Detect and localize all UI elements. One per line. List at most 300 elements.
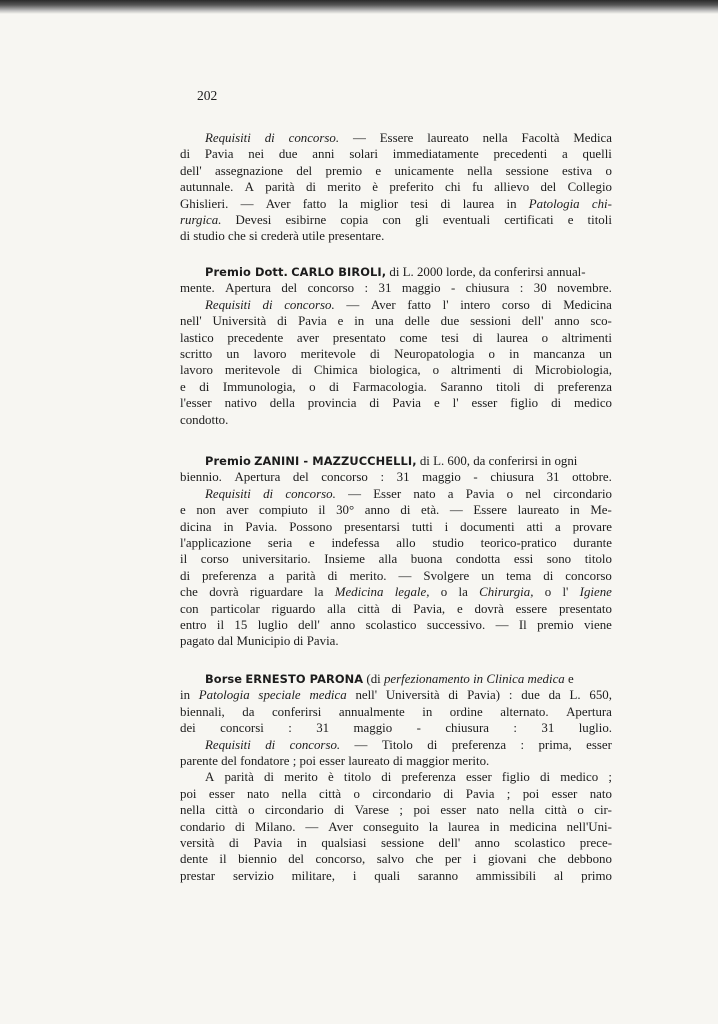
word: o [432, 363, 440, 378]
word: universitario. [242, 552, 311, 567]
word: del [292, 470, 309, 485]
word: conseguito [363, 819, 419, 834]
heading-prefix: Premio [205, 454, 251, 468]
word: assegnazione [215, 163, 284, 178]
word: da [548, 688, 561, 703]
word: giovani [487, 852, 527, 867]
word: in [223, 519, 234, 534]
word: dell' [180, 163, 202, 178]
word: l' [452, 396, 459, 411]
word: in [506, 196, 517, 211]
word: allo [396, 535, 416, 550]
word: Pavia, [413, 601, 446, 616]
word: laurea [448, 819, 480, 834]
word: cir- [594, 803, 612, 818]
text-line [180, 486, 612, 502]
word: o [605, 163, 612, 178]
word: di [534, 379, 545, 394]
word: 31 [396, 470, 410, 485]
word: di [180, 568, 191, 583]
word: luglio. [578, 721, 612, 736]
word: Devesi [235, 212, 272, 227]
text-line [180, 280, 612, 296]
heading-rest: e [564, 672, 574, 686]
word: gli [415, 212, 429, 227]
word: e [456, 601, 463, 616]
word: di [440, 196, 451, 211]
text-line [180, 502, 612, 518]
word: Farmacologia. [352, 379, 427, 394]
word: circondario [372, 786, 432, 801]
word: condotta [455, 552, 501, 567]
word: è [372, 180, 378, 195]
text-line [180, 617, 612, 633]
word: in [354, 314, 365, 329]
word: durante [573, 535, 612, 550]
word: alla [327, 601, 346, 616]
word: dell' [298, 617, 320, 632]
word: sono [546, 552, 572, 567]
word: essi [513, 552, 534, 567]
text-line [180, 535, 612, 551]
word: laureato [517, 503, 560, 518]
word: Pavia [392, 396, 422, 411]
word: città [357, 601, 380, 616]
text-line [180, 412, 612, 428]
heading-italic: perfezionamento in Clinica medica [383, 672, 565, 686]
line-fragment: condotto. [180, 412, 229, 427]
word: intero [460, 297, 491, 312]
word: due [440, 314, 460, 329]
word: scolastico [514, 835, 566, 850]
word: alla [378, 552, 398, 567]
word: : [508, 688, 513, 703]
word: anno [474, 835, 500, 850]
heading-name: CARLO BIROLI, [291, 265, 387, 279]
section-heading [180, 264, 612, 280]
text-line [180, 362, 612, 378]
word: dovrà [474, 601, 504, 616]
word: due [521, 688, 540, 703]
text-line [180, 769, 612, 785]
word: sessione [381, 835, 424, 850]
word: dell' [521, 314, 544, 329]
word: precedente [227, 330, 284, 345]
word: studio [432, 535, 464, 550]
word: Università [385, 688, 440, 703]
text-line [180, 196, 612, 212]
text-line [180, 346, 612, 362]
text-line [180, 551, 612, 567]
word: versità [180, 835, 215, 850]
word: presentato [332, 330, 386, 345]
word: e [433, 396, 440, 411]
word: tesi [441, 330, 459, 345]
word: nella [467, 163, 493, 178]
word: di [551, 396, 562, 411]
word: sessioni [470, 314, 511, 329]
word: nell' [355, 688, 378, 703]
word: anno [554, 314, 580, 329]
word: concorso. [288, 131, 340, 145]
text-line [180, 601, 612, 617]
word: di [305, 180, 316, 195]
word: allievo [494, 180, 530, 195]
word: riguardo [271, 601, 316, 616]
word: titolo [584, 552, 612, 567]
word: di [263, 486, 274, 501]
word: ottobre. [572, 470, 612, 485]
word: tesi [410, 196, 429, 211]
word: con [180, 601, 199, 616]
word: prima, [538, 737, 572, 752]
word: precedenti [493, 147, 548, 162]
word: di [180, 147, 191, 162]
word: Saranno [440, 379, 483, 394]
word: 31 [316, 721, 330, 736]
section-requisiti-previous [180, 130, 612, 245]
text-line [180, 163, 612, 179]
word: — [305, 819, 319, 834]
heading-prefix: Premio Dott. [205, 265, 288, 279]
word: nella [509, 803, 535, 818]
text-line [180, 786, 612, 802]
word: o [544, 585, 552, 600]
word: : [364, 281, 369, 296]
word: corso [200, 552, 229, 567]
word: Titolo [381, 737, 413, 752]
word: particolar [210, 601, 260, 616]
word: medico [560, 770, 599, 785]
word: Esser [373, 486, 402, 501]
word: circondario [553, 486, 612, 501]
text-line [180, 868, 612, 884]
word: Requisiti [205, 737, 251, 752]
word: lastico [180, 330, 214, 345]
word: lavoro [180, 363, 213, 378]
word: rurgica. [180, 212, 222, 227]
word: premio [537, 617, 574, 632]
word: preferenza [557, 379, 612, 394]
word: scritto [180, 346, 213, 361]
word: A [244, 180, 254, 195]
word: Collegio [567, 180, 612, 195]
word: e [337, 314, 344, 329]
word: di [391, 601, 402, 616]
word: nato [589, 786, 612, 801]
word: o [248, 803, 255, 818]
word: : [519, 281, 524, 296]
word: di [541, 297, 552, 312]
word: speciale [258, 688, 301, 703]
word: maggio [422, 470, 461, 485]
word: preferenza [202, 568, 257, 583]
text-line [180, 753, 612, 769]
word: riguardare [249, 585, 303, 600]
word: del [281, 281, 298, 296]
word: e [308, 535, 315, 550]
word: Pavia) [467, 688, 501, 703]
word: di [543, 568, 554, 583]
word: città [544, 803, 567, 818]
word: Apertura [566, 704, 612, 719]
word: circondario [265, 803, 324, 818]
word: una [375, 314, 394, 329]
word: esser [551, 786, 578, 801]
word: Pavia [465, 486, 495, 501]
heading-text [205, 453, 577, 469]
word: i [444, 519, 449, 534]
word: biennio. [180, 470, 222, 485]
word: di [291, 363, 302, 378]
word: i [352, 868, 357, 883]
word: chiusura [445, 721, 489, 736]
heading-open: (di [363, 672, 384, 686]
word: che [538, 852, 557, 867]
word: nella [180, 803, 206, 818]
word: biologica, [369, 363, 421, 378]
word: presentarsi [344, 519, 400, 534]
word: ; [399, 803, 404, 818]
line-fragment: parente del fondatore ; poi esser laureato di maggior merito. [180, 753, 490, 768]
word: in [489, 819, 500, 834]
word: altrimenti [450, 363, 502, 378]
word: Aver [370, 297, 396, 312]
word: 30 [533, 281, 547, 296]
word: nell'Uni- [566, 819, 612, 834]
word: Patologia [198, 688, 250, 703]
word: in [180, 688, 191, 703]
word: a [561, 147, 568, 162]
word: unicamente [394, 163, 454, 178]
text-line [180, 330, 612, 346]
word: di [264, 131, 275, 145]
word: 31 [541, 721, 555, 736]
word: tema [506, 568, 532, 583]
word: Requisiti [205, 131, 251, 145]
word: Il [518, 617, 527, 632]
word: ; [608, 770, 612, 785]
word: Pavia [204, 147, 234, 162]
word: annualmente [338, 704, 405, 719]
word: corso [501, 297, 530, 312]
word: Pavia [298, 314, 327, 329]
word: di [381, 770, 392, 785]
word: documenti [460, 519, 515, 534]
word: di [263, 770, 275, 785]
word: nato [476, 803, 499, 818]
word: medico [574, 396, 612, 411]
heading-name: ZANINI - MAZZUCCHELLI, [254, 454, 417, 468]
word: chi- [591, 196, 612, 211]
word: Pavia [253, 835, 283, 850]
word: di [427, 737, 438, 752]
text-line [180, 737, 612, 753]
word: viene [583, 617, 612, 632]
word: premio [325, 163, 363, 178]
word: atti [526, 519, 543, 534]
word: in [569, 503, 580, 518]
word: per [444, 852, 462, 867]
word: con [382, 212, 402, 227]
word: — [240, 196, 254, 211]
heading-prefix: Borse [205, 672, 243, 686]
word: titoli [496, 379, 521, 394]
word: compiuto [259, 503, 308, 518]
word: chiusura [490, 470, 534, 485]
word: preferito [389, 180, 434, 195]
word: mancanza [533, 346, 585, 361]
word: di [443, 786, 454, 801]
word: L. [569, 688, 581, 703]
word: o [506, 486, 514, 501]
word: quelli [582, 147, 612, 162]
word: laurea [462, 196, 495, 211]
word: di [228, 835, 239, 850]
word: o [309, 379, 316, 394]
word: nell' [180, 314, 202, 329]
word: — [348, 486, 361, 501]
word: esser [586, 737, 612, 752]
word: altrimenti [561, 330, 612, 345]
word: o [353, 786, 360, 801]
word: esibirne [285, 212, 327, 227]
word: saranno [417, 868, 459, 883]
heading-name: ERNESTO PARONA [245, 672, 364, 686]
word: e [180, 503, 186, 518]
word: Microbiologia, [534, 363, 612, 378]
word: e [567, 212, 574, 227]
text-line [180, 584, 612, 600]
word: Medica [573, 131, 612, 145]
word: un [599, 346, 612, 361]
word: poi [413, 803, 430, 818]
word: ammissibili [475, 868, 537, 883]
word: seria [267, 535, 293, 550]
word: fatto [407, 297, 431, 312]
word: Pavia. [245, 519, 278, 534]
word: 31 [378, 281, 392, 296]
word: Medicina [563, 297, 612, 312]
word: il [180, 552, 188, 567]
word: primo [581, 868, 612, 883]
word: in [509, 346, 520, 361]
word: biennio [238, 852, 277, 867]
heading-text [205, 671, 574, 687]
word: che [180, 585, 198, 600]
word: A [205, 770, 215, 785]
word: - [473, 470, 478, 485]
word: o [577, 803, 584, 818]
text-line [180, 519, 612, 535]
text-line [180, 313, 612, 329]
word: salvo [376, 852, 404, 867]
word: provincia [307, 396, 357, 411]
word: concorso [321, 470, 368, 485]
word: - [450, 281, 456, 296]
word: dovrà [209, 585, 239, 600]
word: di [400, 503, 411, 518]
word: Apertura [225, 281, 271, 296]
word: di [513, 363, 524, 378]
word: novembre. [557, 281, 612, 296]
word: città [318, 786, 342, 801]
word: meritevole [300, 346, 356, 361]
word: l' [562, 585, 569, 600]
word: dente [180, 852, 208, 867]
word: nella [482, 131, 508, 145]
word: miglior [360, 196, 399, 211]
word: meritevole [224, 363, 280, 378]
word: del [296, 163, 313, 178]
word: figlio [510, 396, 539, 411]
word: nato [246, 786, 270, 801]
word: di [235, 819, 246, 834]
word: di [334, 803, 345, 818]
section-premio-zanini-mazzucchelli [180, 453, 612, 650]
word: condario [180, 819, 226, 834]
word: debbono [567, 852, 612, 867]
word: il [318, 503, 326, 518]
word: di [199, 379, 210, 394]
text-line [180, 297, 612, 313]
word: medica [309, 688, 347, 703]
word: da [242, 704, 255, 719]
word: concorso. [285, 486, 336, 501]
text-line [180, 851, 612, 867]
word: del [288, 852, 305, 867]
word: esser [471, 396, 498, 411]
word: qualsiasi [321, 835, 367, 850]
word: luglio [257, 617, 288, 632]
word: l'applicazione [180, 535, 252, 550]
section-borse-parona [180, 671, 612, 884]
word: parità [224, 770, 254, 785]
word: concorso [307, 281, 355, 296]
word: 15 [234, 617, 248, 632]
word: Università [212, 314, 267, 329]
word: fu [472, 180, 483, 195]
word: come [399, 330, 428, 345]
word: titolo [343, 770, 372, 785]
word: autunnale. [180, 180, 234, 195]
word: Me- [590, 503, 612, 518]
line-fragment: pagato dal Municipio di Pavia. [180, 634, 339, 649]
word: teorico-pratico [480, 535, 557, 550]
word: nel [525, 486, 542, 501]
word: di [369, 346, 380, 361]
text-line [180, 469, 612, 485]
word: Essere [379, 131, 414, 145]
section-premio-biroli [180, 264, 612, 428]
word: concorso, [315, 852, 366, 867]
word: parità [265, 180, 295, 195]
text-line [180, 212, 612, 228]
word: città [215, 803, 238, 818]
word: biennali, [180, 704, 225, 719]
word: l'esser [180, 396, 212, 411]
text-line [180, 704, 612, 720]
word: dell' [438, 835, 461, 850]
word: merito [327, 180, 361, 195]
word: parità [286, 568, 316, 583]
text-line [180, 379, 612, 395]
word: due [278, 147, 298, 162]
text-line [180, 819, 612, 835]
word: concorso [565, 568, 612, 583]
word: maggio [353, 721, 393, 736]
text-line [180, 687, 612, 703]
